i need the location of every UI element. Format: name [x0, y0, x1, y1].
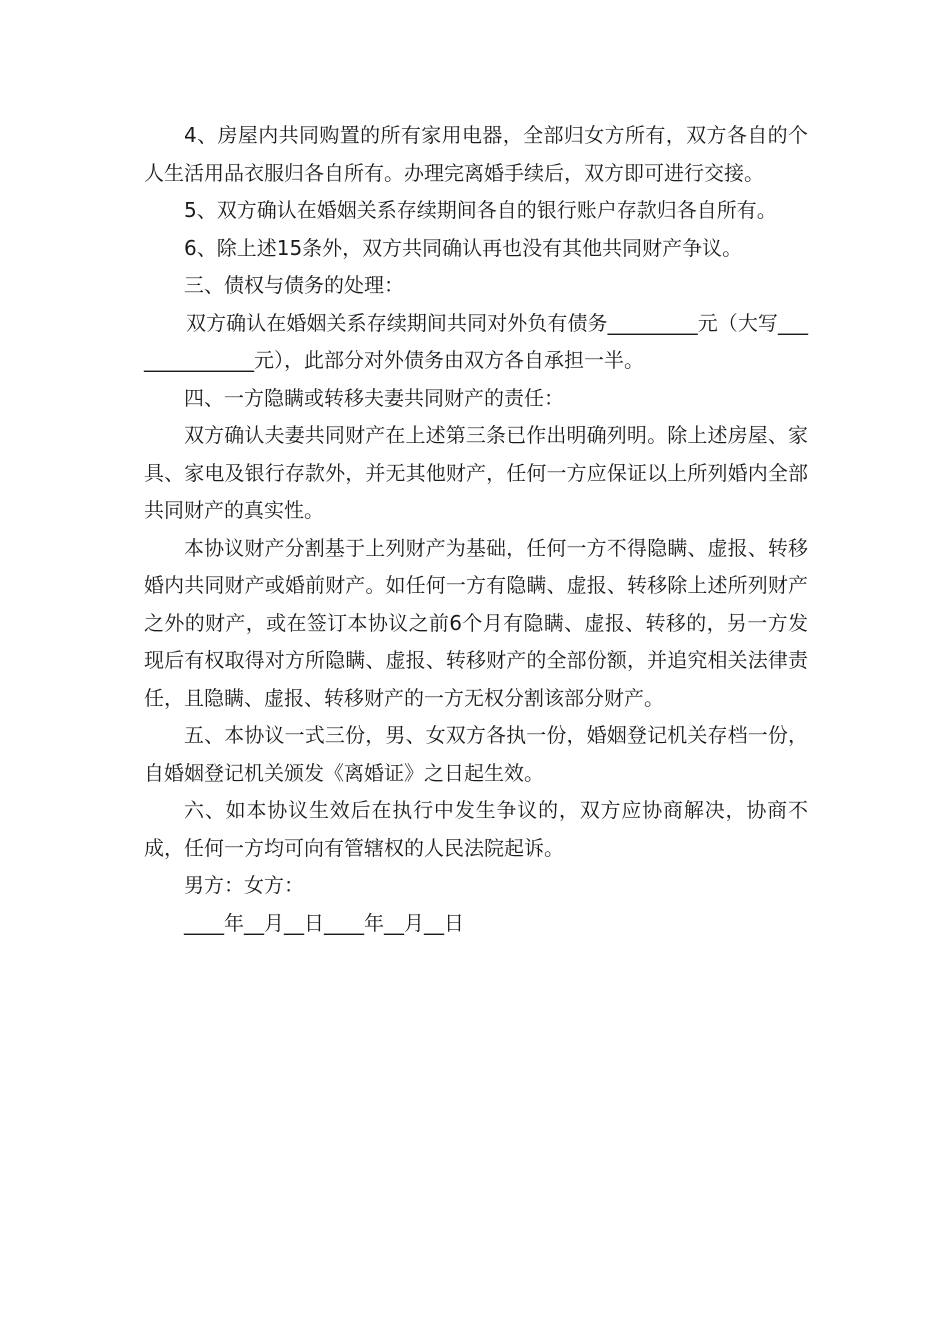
section-copies-effect: 五、本协议一式三份，男、女双方各执一份，婚姻登记机关存档一份，自婚姻登记机关颁发《离婚证》之日起生效。: [144, 723, 808, 785]
clause-debts: 双方确认在婚姻关系存续期间共同对外负有债务_________元（大写______________元），此部分对外债务由双方各自承担一半。: [144, 310, 808, 372]
section-heading-concealment: 四、一方隐瞒或转移夫妻共同财产的责任：: [184, 385, 564, 410]
signature-line: 男方：女方：: [184, 873, 304, 897]
clause-no-other-disputes: 6、除上述15条外，双方共同确认再也没有其他共同财产争议。: [184, 235, 743, 260]
clause-concealment-penalty: 本协议财产分割基于上列财产为基础，任何一方不得隐瞒、虚报、转移婚内共同财产或婚前财产。如任何一方有隐瞒、虚报、转移除上述所列财产之外的财产，或在签订本协议之前6个月有隐瞒、虚报、转移的，另一方发现后有权取得对方所隐瞒、虚报、转移财产的全部份额，并追究相关法律责任，且隐瞒、虚报、转移财产的一方无权分割该部分财产。: [144, 535, 808, 710]
clause-appliances: 4、房屋内共同购置的所有家用电器，全部归女方所有，双方各自的个人生活用品衣服归各自所有。办理完离婚手续后，双方即可进行交接。: [144, 123, 808, 185]
document-page: [144, 117, 808, 942]
clause-bank-deposits: 5、双方确认在婚姻关系存续期间各自的银行账户存款归各自所有。: [184, 198, 777, 222]
clause-property-listing: 双方确认夫妻共同财产在上述第三条已作出明确列明。除上述房屋、家具、家电及银行存款外，并无其他财产，任何一方应保证以上所列婚内全部共同财产的真实性。: [144, 423, 808, 522]
section-heading-debts: 三、债权与债务的处理：: [184, 273, 404, 297]
section-dispute-resolution: 六、如本协议生效后在执行中发生争议的，双方应协商解决，协商不成，任何一方均可向有管辖权的人民法院起诉。: [144, 798, 808, 860]
date-line: ____年__月__日____年__月__日: [184, 910, 464, 935]
